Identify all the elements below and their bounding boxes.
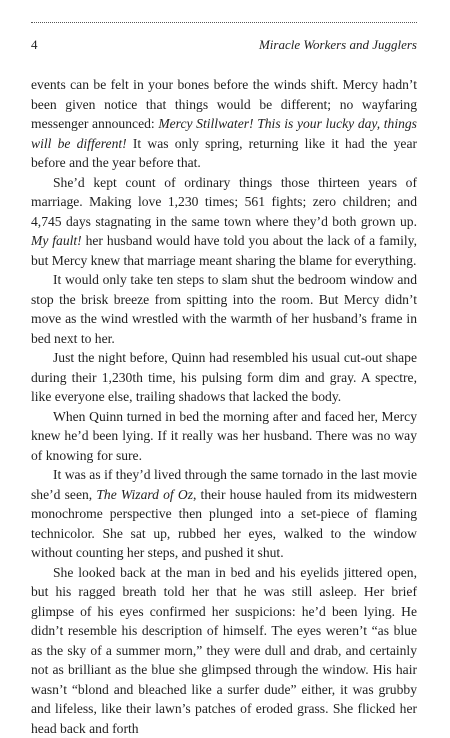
book-page (31, 0, 417, 697)
running-head: Miracle Workers and Jugglers (259, 36, 417, 54)
text-segment: It would only take ten steps to slam shut the bedroom window and stop the brisk breeze from spitting into the room. But Mercy didn’t move as the wind wrestled with the warmth of her husband’s frame in bed next to her. (31, 272, 417, 346)
paragraph (31, 348, 417, 407)
text-segment: , their house hauled from its midwestern monochrome perspective then plunged into a set-piece of flaming technicolor. She sat up, rubbed her eyes, walked to the window without counting her steps, and pushed it shut. (31, 487, 417, 561)
text-segment: She looked back at the man in bed and his eyelids jittered open, but his ragged breath told her that he was still asleep. Her brief glimpse of his eyes confirmed her suspicions: he’d been lying. He didn’t resemble his description of himself. The eyes weren’t “as blue as the sky of a summer morn,” they were dull and drab, and certainly not as brilliant as the blue she glimpsed through the window. His hair wasn’t “blond and bleached like a surfer dude” either, it was grubby and lifeless, like their lawn’s patches of eroded grass. She flicked her head back and forth (31, 565, 417, 736)
paragraph (31, 563, 417, 738)
italic-text-segment: My fault! (31, 233, 82, 248)
italic-text-segment: Mercy Stillwater! This is your lucky day, things will be different! (31, 116, 417, 151)
text-segment: When Quinn turned in bed the morning after and faced her, Mercy knew he’d been lying. If it really was her husband. There was no way of knowing for sure. (31, 409, 417, 463)
text-segment: She’d kept count of ordinary things those thirteen years of marriage. Making love 1,230 times; 561 fights; zero children; and 4,745 days stagnating in the same town where they’d both grown up. (31, 175, 417, 229)
page-header (31, 36, 417, 54)
text-segment: It was only spring, returning like it had the year before and the year before that. (31, 136, 417, 171)
text-segment: her husband would have told you about the lack of a family, but Mercy knew that marriage meant sharing the blame for everything. (31, 233, 417, 268)
text-segment: It was as if they’d lived through the same tornado in the last movie she’d seen, (31, 467, 417, 502)
paragraph (31, 407, 417, 466)
page-number: 4 (31, 36, 38, 54)
text-segment: events can be felt in your bones before the winds shift. Mercy hadn’t been given notice that things would be different; no wayfaring messenger announced: (31, 77, 417, 131)
header-rule (31, 22, 417, 23)
paragraph (31, 173, 417, 271)
paragraph (31, 465, 417, 563)
text-segment: Just the night before, Quinn had resembled his usual cut-out shape during their 1,230th time, his pulsing form dim and gray. A spectre, like everyone else, trailing shadows that lacked the body. (31, 350, 417, 404)
italic-text-segment: The Wizard of Oz (96, 487, 193, 502)
paragraph (31, 75, 417, 173)
paragraph (31, 270, 417, 348)
body-text (31, 75, 417, 738)
